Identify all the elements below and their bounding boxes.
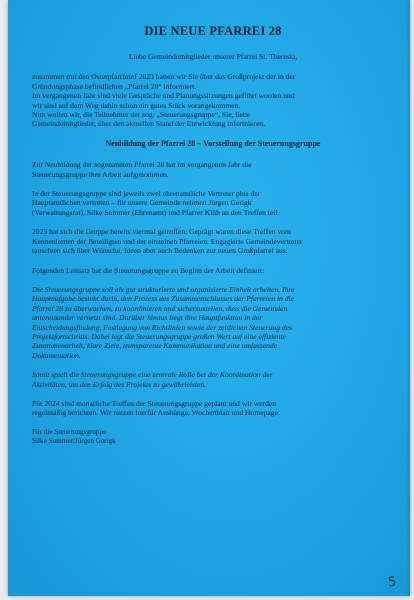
intro-line: Im vergangenen Jahr sind viele Gespräche und Planungssitzungen geführt worden und (32, 91, 295, 101)
paragraph-line: 2023 hat sich die Gruppe bereits viermal getroffen. Geprägt waren diese Treffen vom (32, 227, 291, 237)
section-heading: Neubildung der Pfarrei 28 – Vorstellung der Steuerungsgruppe (105, 138, 321, 148)
paragraph-founding (32, 160, 394, 179)
document-title: DIE NEUE PFARREI 28 (144, 24, 282, 38)
page-number: 5 (387, 574, 397, 591)
motto-line: Die Steuerungsgruppe soll als gut strukturierte und organisierte Einheit arbeiten. Ihre (32, 284, 295, 294)
paragraph-line: regelmäßig berichten. Wir nutzen hierfür Aushänge, Wochenblatt und Homepage. (32, 408, 280, 418)
intro-line: zusammen mit den Osterpfarrbrief 2023 hatten wir Sie über das Großprojekt der in der (32, 72, 296, 82)
intro-line: Gründungsphase befindlichen „Pfarrei 28“ informiert. (32, 81, 197, 91)
paragraph-line: Kennenlernen der Beteiligten und der einzelnen Pfarreien. Engagierte Gemeindevertreter (32, 236, 303, 246)
document-content (32, 24, 394, 446)
paragraph-meetings (32, 227, 394, 255)
motto-line: Hauptaufgabe besteht darin, den Prozess des Zusammenschlusses der Pfarreien in die (32, 294, 295, 304)
paragraph-line: tauschten sich über Wünsche, Ideen aber auch Bedenken zur neuen Großpfarrei aus. (32, 246, 288, 256)
motto-line: Entscheidungsfindung, Festlegung von Richtlinien sowie der zeitlichen Steuerung des (32, 322, 293, 332)
intro-paragraph (32, 72, 394, 128)
intro-line: Gemeindemitglieder, über den aktuellen Stand der Entwicklung informieren. (32, 119, 266, 129)
motto-line: Pfarrei 28 zu überwachen, zu koordinieren und sicherzustellen, dass die Gemeinden (32, 303, 288, 313)
paragraph-line: Aktivitäten, um den Erfolg des Projekts zu gewährleisten. (32, 379, 207, 389)
paragraph-members (32, 189, 394, 217)
paragraph-line: Zur Neubildung der sogenannten Pfarrei 28 hat im vergangenen Jahr die (32, 160, 252, 170)
motto-line: untereinander vernetzt sind. Darüber hinaus liegt ihre Hauptfunktion in der (32, 313, 263, 323)
paragraph-line: In der Steuerungsgruppe sind jeweils zwei ehrenamtliche Vertreter plus der (32, 189, 261, 199)
greeting: Liebe Gemeindemitglieder unserer Pfarrei St. Theresia, (128, 52, 298, 61)
signoff-line: Für die Steuerungsgruppe (32, 427, 107, 436)
motto-line: Zusammenarbeit, klare Ziele, transparente Kommunikation und eine umfassende (32, 341, 278, 351)
motto-quote (32, 285, 394, 360)
paragraph-line: Steuerungsgruppe ihre Arbeit aufgenommen. (32, 169, 169, 179)
paragraph-line: Somit spielt die Steuerungsgruppe eine zentrale Rolle bei der Koordination der (32, 370, 273, 380)
signoff (32, 428, 394, 446)
intro-line: wir sind auf dem Weg dahin schon ein gutes Stück vorangekommen. (32, 100, 241, 110)
motto-line: Projektfortschritts. Dabei legt die Steuerungsgruppe großen Wert auf eine effiziente (32, 331, 286, 341)
paragraph-line: (Verwaltungsrat), Silke Sommer (Ehrenamt) und Pfarrer Klüh an den Treffen teil. (32, 207, 280, 217)
signoff-line: Silke Sommer/Jürgen Gerigk (32, 436, 116, 445)
closing-italic-paragraph (32, 370, 394, 389)
document-page (8, 0, 410, 596)
intro-line: Nun wollen wir, die Teilnehmer der sog. „Steuerungsgruppe“, Sie, liebe (32, 110, 251, 120)
paragraph-line: Für 2024 sind monatliche Treffen der Steuerungsgruppe geplant und wir werden (32, 398, 277, 408)
motto-line: Dokumentation. (32, 350, 81, 360)
paragraph-outlook (32, 399, 394, 418)
page-edge-shadow (406, 0, 410, 596)
paragraph-motto-intro (32, 266, 394, 275)
paragraph-line: Folgenden Leitsatz hat die Steuerungsgruppe zu Beginn der Arbeit definiert: (32, 265, 265, 275)
paragraph-line: Hauptamtlichen vertreten – für unsere Gemeinde nehmen Jürgen Gerigk (32, 198, 252, 208)
